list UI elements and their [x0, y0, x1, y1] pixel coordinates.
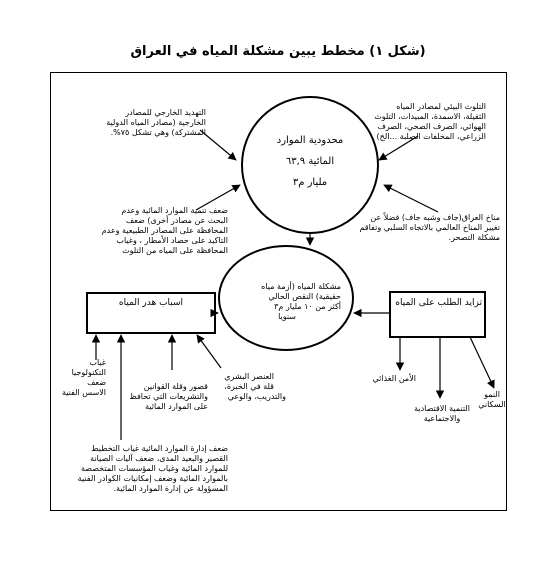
- external-threat-1: التهديد الخارجي للمصادر: [125, 108, 206, 117]
- tech-absence-1: غياب: [89, 358, 106, 367]
- external-threat-3: المشتركة) وهي تشكل ٧٥%.: [110, 128, 206, 137]
- human-element-2: قلة في الخبرة،: [224, 382, 274, 391]
- management-weakness-3: للموارد المائية وغياب المؤسسات المتخصصة: [81, 464, 228, 473]
- human-element-1: العنصر البشري: [224, 372, 274, 381]
- management-weakness-4: بالموارد المائية وضعف إمكانيات الكوادر الفنية: [77, 474, 228, 483]
- food-security-label: الأمن الغذائي: [372, 374, 416, 383]
- waste-box-label: اسباب هدر المياه: [118, 298, 184, 308]
- climate-2: تغيير المناخ العالمي بالاتجاه السلبي وتفاقم: [359, 223, 500, 232]
- laws-weakness-1: قصور وقلة القوانين: [143, 382, 208, 391]
- problem-label-2: حقيقية) النقص الحالي: [268, 292, 341, 301]
- pollution-2: الثقيلة، الاسمدة، المبيدات، التلوث: [374, 112, 486, 121]
- arrow-population: [470, 337, 494, 388]
- management-weakness-5: المسؤولة عن إدارة الموارد المائية.: [113, 484, 228, 493]
- arrow-climate: [384, 185, 438, 212]
- development-label-1: التنمية الاقتصادية: [414, 404, 470, 413]
- tech-absence-3: ضعف: [87, 378, 106, 387]
- resources-label-1: محدودية الموارد: [276, 135, 344, 146]
- management-weakness-2: القصير والبعيد المدى، ضعف آليات الصيانة: [90, 454, 228, 463]
- laws-weakness-3: على الموارد المائية: [145, 402, 208, 411]
- tech-absence-4: الاسس الفنية: [61, 388, 106, 397]
- weak-development-3: المحافظة على المصادر الطبيعية وعدم: [101, 226, 228, 235]
- pollution-1: التلوث البيئي لمصادر المياه: [396, 102, 486, 111]
- pollution-4: الزراعي، المخلفات الصلبة ...الخ): [376, 132, 486, 141]
- climate-1: مناخ العراق(جاف وشبه جاف) فضلاً عن: [370, 213, 500, 222]
- external-threat-2: الخارجية (مصادر المياه الدولية: [106, 118, 206, 127]
- weak-development-1: ضعف تنمية الموارد المائية وعدم: [121, 206, 228, 215]
- problem-label-3: أكثر من ١٠ مليار م٣: [274, 302, 341, 311]
- population-growth-1: النمو: [484, 390, 500, 399]
- diagram-title: (شكل ١) مخطط يبين مشكلة المياه في العراق: [130, 44, 426, 59]
- tech-absence-2: التكنولوجيا: [71, 368, 106, 377]
- problem-label-1: مشكلة المياه (أزمة مياه: [261, 282, 341, 291]
- pollution-3: الهوائي، الصرف الصحي، الصرف: [377, 122, 486, 131]
- population-growth-2: السكاني: [478, 400, 506, 409]
- demand-box-label: تزايد الطلب على المياه: [395, 298, 482, 308]
- climate-3: مشكلة التصحر.: [448, 233, 500, 242]
- weak-development-4: التاكيد على حصاد الأمطار ، وغياب: [116, 236, 228, 245]
- weak-development-5: المحافظة على المياه من التلوث: [122, 246, 228, 255]
- resources-label-2: المائية ٦٣,٩: [285, 156, 335, 167]
- arrow-human: [197, 335, 221, 368]
- resources-label-3: مليار م٣: [292, 177, 328, 188]
- weak-development-2: البحث عن مصادر أخرى) ضعف: [125, 216, 228, 225]
- development-label-2: والاجتماعية: [423, 414, 461, 423]
- human-element-3: والتدريب، والوعي: [227, 392, 286, 401]
- laws-weakness-2: والتشريعات التي تحافظ: [129, 392, 208, 401]
- problem-label-4: سنويا: [278, 312, 296, 321]
- management-weakness-1: ضعف إدارة الموارد المائية غياب التخطيط: [91, 444, 228, 453]
